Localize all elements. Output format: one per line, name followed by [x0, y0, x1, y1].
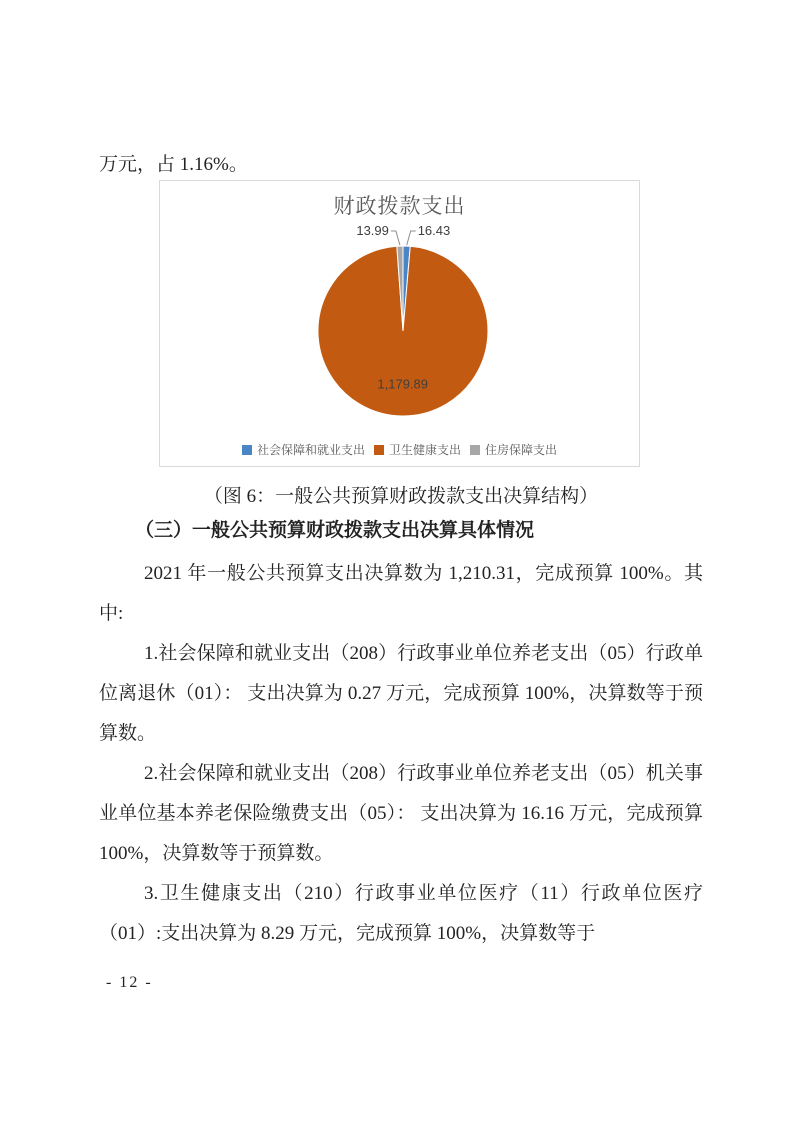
page-number: - 12 -: [106, 974, 153, 991]
legend-item: [470, 441, 557, 458]
pie-data-label: 16.43: [417, 223, 451, 238]
legend-label: 社会保障和就业支出: [256, 443, 365, 457]
figure-caption: （图 6：一般公共预算财政拨款支出决算结构）: [203, 486, 599, 507]
paragraph-item-1: 1.社会保障和就业支出（208）行政事业单位养老支出（05）行政单位离退休（01）： 支出决算为 0.27 万元，完成预算 100%，决算数等于预算数。: [99, 643, 703, 744]
pie-chart-frame: [159, 180, 640, 467]
body-text: [99, 554, 703, 954]
legend-swatch-icon: [242, 445, 252, 455]
chart-legend: [160, 441, 639, 458]
section-heading: （三）一般公共预算财政拨款支出决算具体情况: [135, 520, 535, 541]
paragraph-continuation: 万元，占 1.16%。: [99, 154, 248, 175]
chart-title: 财政拨款支出: [333, 195, 466, 218]
paragraph-summary: 2021 年一般公共预算支出决算数为 1,210.31，完成预算 100%。其中:: [99, 563, 703, 624]
pie-data-label: 13.99: [356, 223, 389, 238]
paragraph-item-2: 2.社会保障和就业支出（208）行政事业单位养老支出（05）机关事业单位基本养老保险缴费支出（05）： 支出决算为 16.16 万元，完成预算 100%，决算数等于预算数。: [99, 763, 703, 864]
legend-swatch-icon: [374, 445, 384, 455]
pie-chart-svg: [160, 181, 639, 466]
legend-item: [374, 441, 461, 458]
legend-label: 住房保障支出: [485, 443, 558, 457]
legend-swatch-icon: [470, 445, 480, 455]
legend-item: [242, 441, 365, 458]
leader-line: [407, 231, 416, 245]
pie-data-label: 1,179.89: [377, 376, 429, 392]
paragraph-item-3: 3.卫生健康支出（210）行政事业单位医疗（11）行政单位医疗（01）:支出决算为 8.29 万元，完成预算 100%，决算数等于: [99, 883, 703, 944]
legend-label: 卫生健康支出: [388, 443, 461, 457]
leader-line: [391, 231, 400, 245]
